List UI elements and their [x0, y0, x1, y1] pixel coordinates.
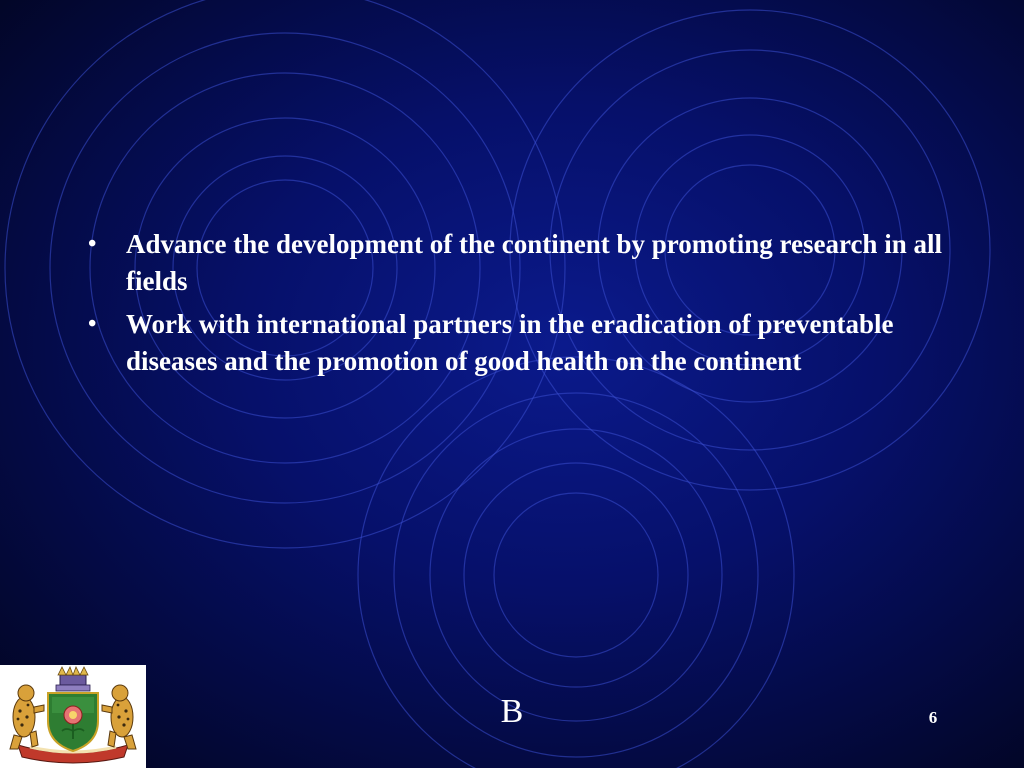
bullet-text: Work with international partners in the eradication of preventable diseases and the promotion of good health on the continent [126, 309, 894, 376]
bullet-text: Advance the development of the continent by promoting research in all fields [126, 229, 942, 296]
bullet-item [88, 226, 948, 300]
logo [0, 665, 146, 768]
slide-number: 6 [928, 708, 938, 727]
bullet-marker: • [88, 231, 97, 257]
bullet-list [88, 226, 948, 386]
bullet-marker: • [88, 311, 97, 337]
footer-text: B [500, 693, 524, 730]
coat-of-arms-icon [0, 665, 146, 768]
bullet-item [88, 306, 948, 380]
